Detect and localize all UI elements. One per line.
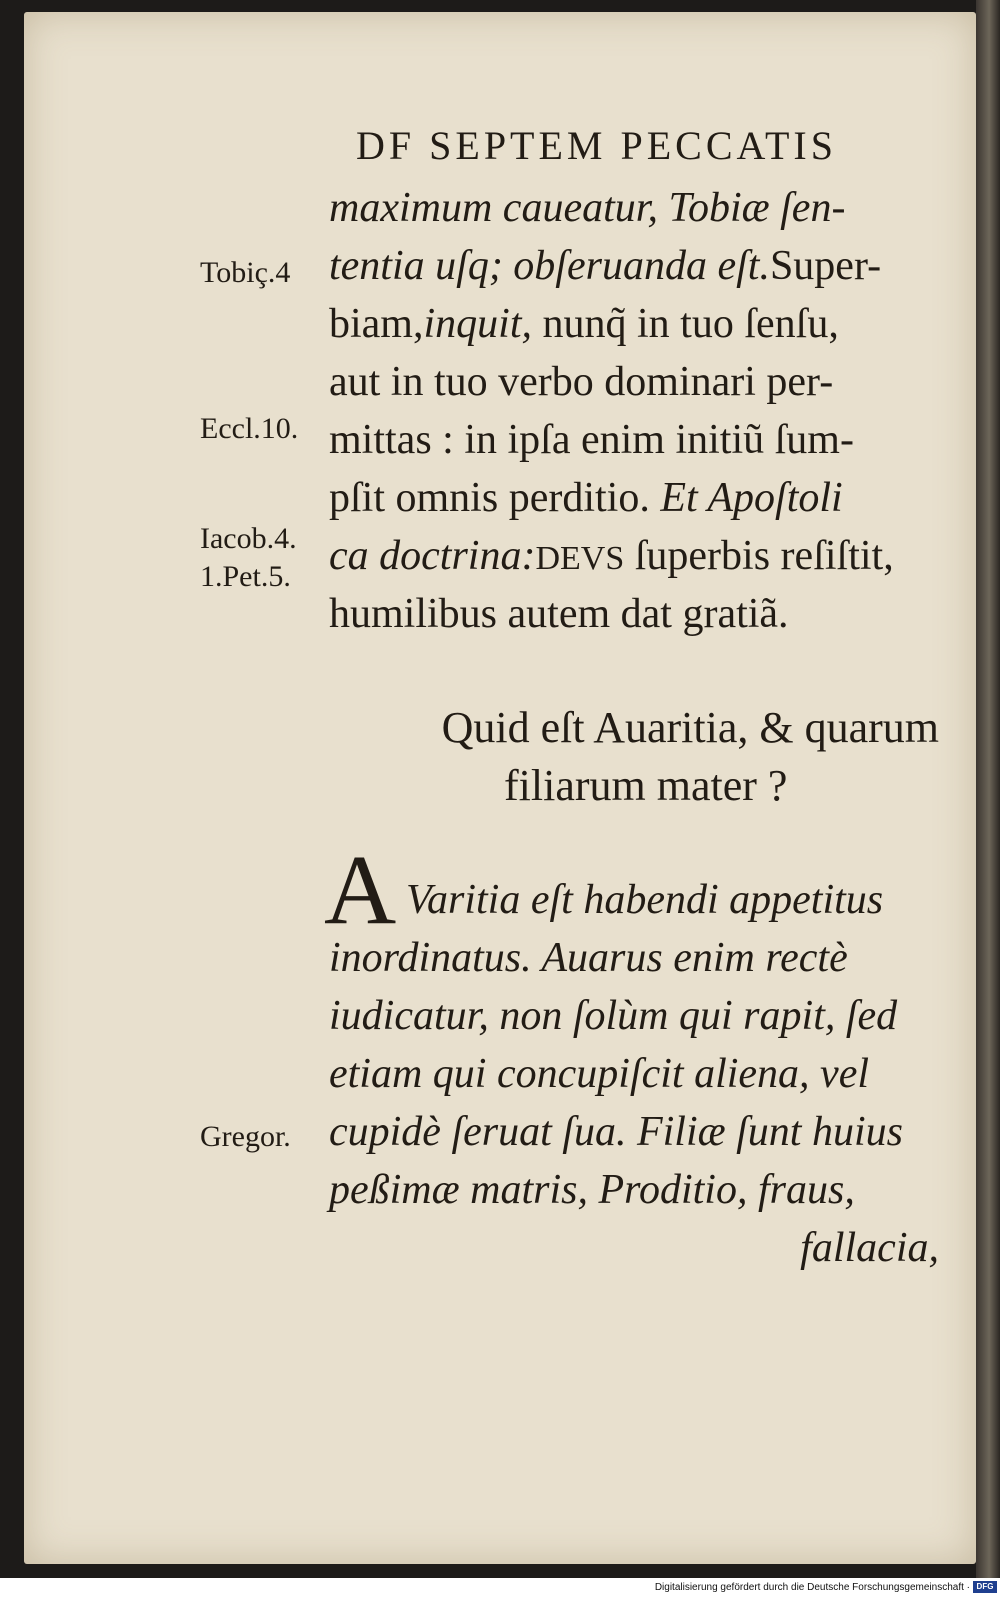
text-span: pſit omnis perditio. — [329, 475, 650, 521]
margin-note: Eccl.10. — [200, 412, 299, 445]
text-line: cupidè ſeruat ſua. Filiæ ſunt huius — [329, 1109, 903, 1155]
text-span: Super- — [769, 243, 882, 289]
text-line: Varitia eſt habendi appetitus — [406, 877, 884, 923]
question-heading: Quid eſt Auaritia, & quarum — [441, 703, 939, 752]
running-header: DF SEPTEM PECCATIS — [356, 123, 837, 168]
text-span: DEVS — [535, 540, 625, 577]
margin-note: Iacob.4. — [200, 522, 297, 555]
text-span: biam, — [329, 301, 424, 347]
text-line — [329, 242, 939, 290]
text-line: inordinatus. Auarus enim rectè — [329, 935, 848, 981]
drop-cap: A — [324, 834, 397, 945]
text-line: peßimæ matris, Proditio, fraus, — [329, 1167, 855, 1213]
margin-note: Gregor. — [200, 1120, 291, 1153]
text-line: iudicatur, non ſolùm qui rapit, ſed — [329, 993, 898, 1039]
question-heading: filiarum mater ? — [504, 761, 788, 810]
book-page — [24, 12, 976, 1564]
margin-note: 1.Pet.5. — [200, 560, 291, 593]
footer-bar — [0, 1578, 1000, 1597]
text-span: tentia uſq; obſeruanda eſt. — [329, 243, 770, 289]
dfg-logo: DFG — [973, 1581, 997, 1593]
text-line: aut in tuo verbo dominari per- — [329, 359, 834, 405]
footer-credit: Digitalisierung gefördert durch die Deutsche Forschungsgemeinschaft · — [654, 1582, 970, 1593]
book-spine — [976, 0, 1000, 1578]
page-content — [24, 12, 976, 1564]
text-line: fallacia, — [800, 1225, 939, 1271]
text-line: maximum caueatur, Tobiæ ſen- — [329, 185, 846, 231]
text-line: mittas : in ipſa enim initiũ ſum- — [329, 417, 854, 463]
text-span: ſuperbis reſiſtit, — [634, 533, 894, 579]
text-line: etiam qui concupiſcit aliena, vel — [329, 1051, 870, 1097]
text-span: inquit, — [423, 301, 532, 347]
text-line — [329, 474, 939, 522]
text-span: ca doctrina: — [329, 533, 536, 579]
margin-note: Tobiç.4 — [200, 256, 291, 289]
text-span: nunq̃ in tuo ſenſu, — [532, 301, 839, 347]
text-line: humilibus autem dat gratiã. — [329, 591, 789, 637]
text-line — [329, 532, 939, 583]
text-line — [329, 300, 939, 348]
text-span: Et Apoſtoli — [660, 475, 843, 521]
